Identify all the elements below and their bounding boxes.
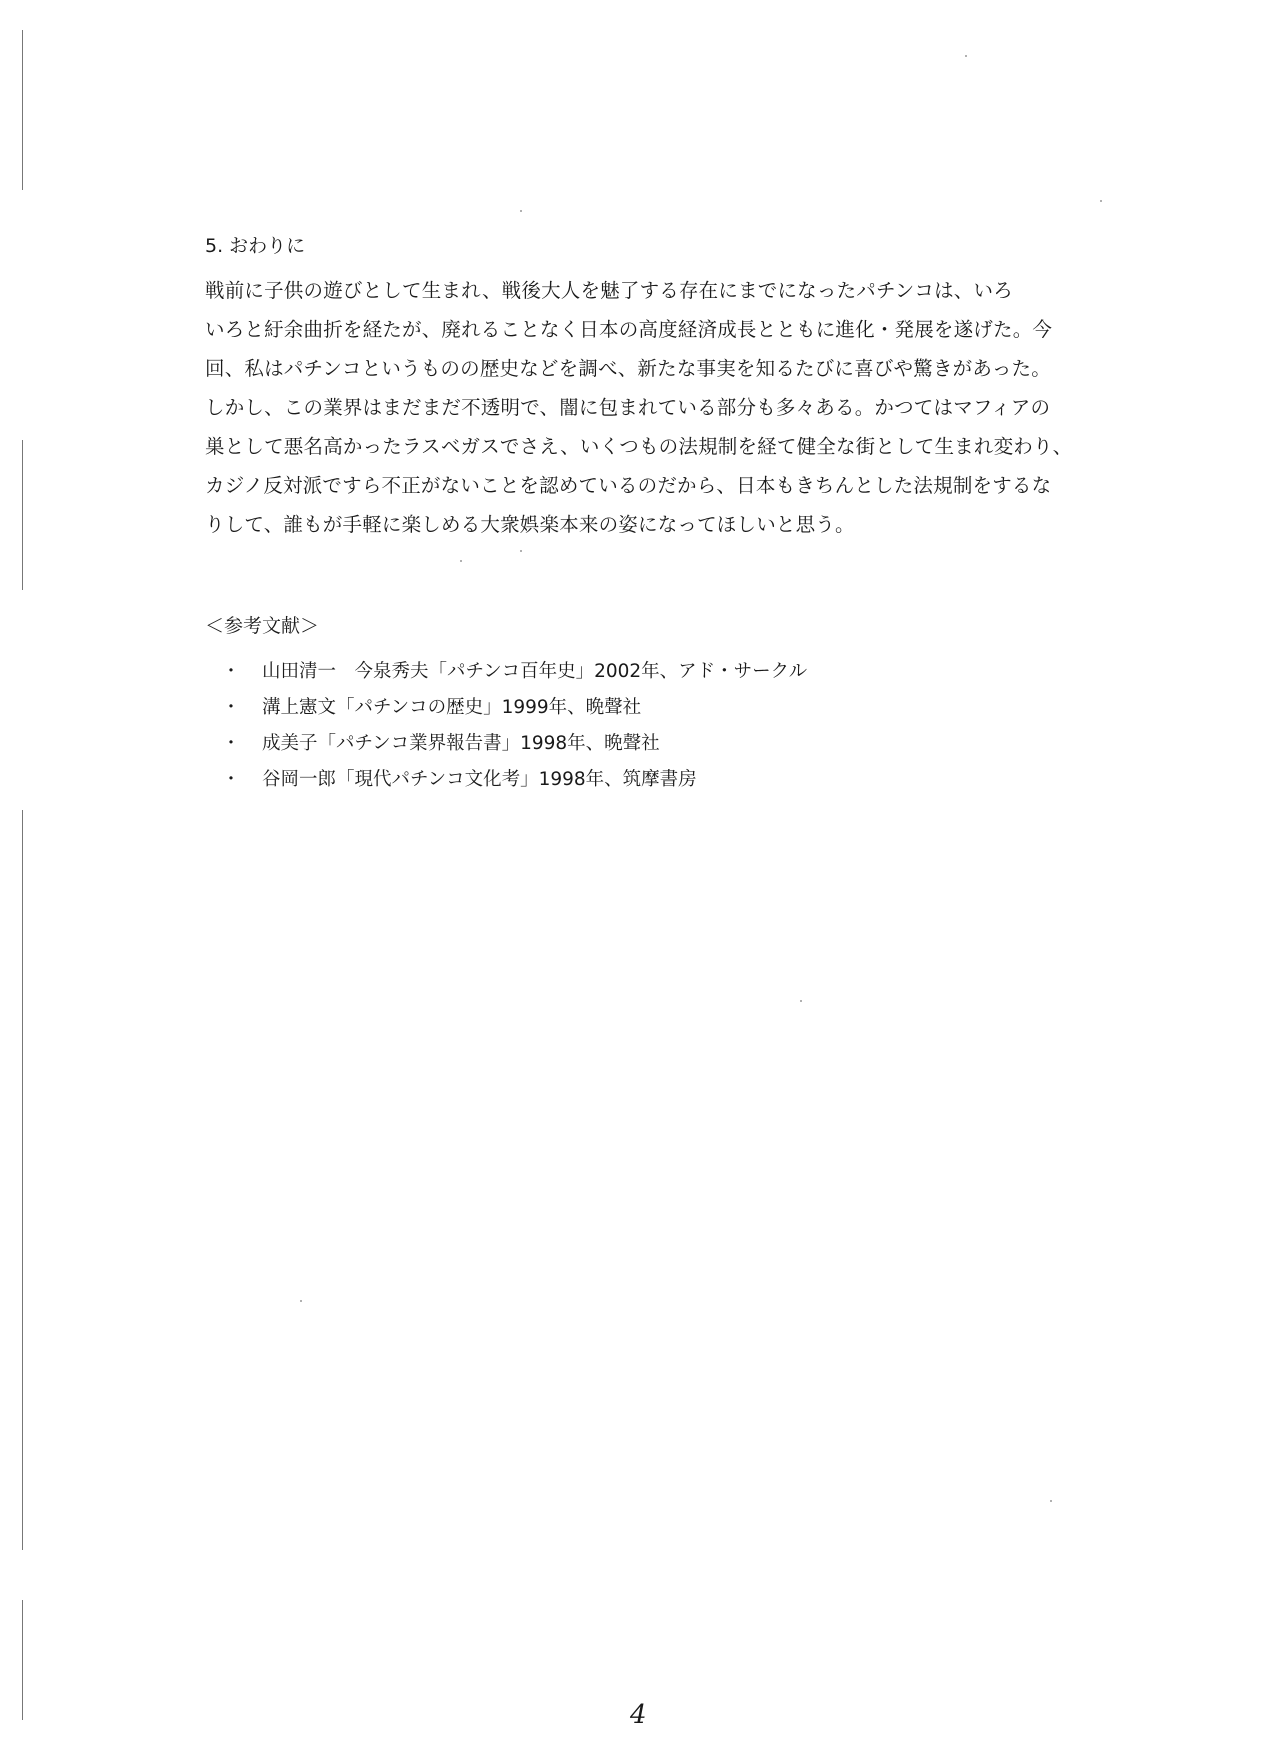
reference-text: 溝上憲文「パチンコの歴史」1999年、晩聲社 [262,697,642,718]
conclusion-paragraph [205,271,1105,544]
scan-speck [965,55,967,57]
paragraph-line: 巣として悪名高かったラスベガスでさえ、いくつもの法規制を経て健全な街として生まれ変わり、 [205,435,1073,458]
reference-item [222,688,807,724]
paragraph-line: しかし、この業界はまだまだ不透明で、闇に包まれている部分も多々ある。かつてはマフィアの [205,396,1051,419]
scan-edge-line [22,1600,23,1720]
scan-edge-line [22,810,23,1550]
reference-item [222,760,807,796]
scan-speck [300,1300,302,1302]
references-heading: ＜参考文献＞ [205,615,320,637]
paragraph-line: りして、誰もが手軽に楽しめる大衆娯楽本来の姿になってほしいと思う。 [205,513,855,536]
paragraph-line: 回、私はパチンコというものの歴史などを調べ、新たな事実を知るたびに喜びや驚きがあった。 [205,357,1051,380]
references-list [222,652,807,796]
bullet-icon: ・ [222,733,240,754]
page-number: 4 [630,1700,647,1730]
scan-speck [1050,1500,1052,1502]
bullet-icon: ・ [222,697,240,718]
paragraph-line: いろと紆余曲折を経たが、廃れることなく日本の高度経済成長とともに進化・発展を遂げた。今 [205,318,1053,341]
reference-item [222,724,807,760]
paragraph-line: カジノ反対派ですら不正がないことを認めているのだから、日本もきちんとした法規制をするな [205,474,1052,497]
bullet-icon: ・ [222,769,240,790]
scan-speck [800,1000,802,1002]
section-heading: 5. おわりに [205,235,306,257]
scan-edge-line [22,30,23,190]
scan-edge-line [22,440,23,590]
reference-text: 谷岡一郎「現代パチンコ文化考」1998年、筑摩書房 [262,769,697,790]
scan-speck [520,550,522,552]
scan-speck [520,210,522,212]
bullet-icon: ・ [222,661,240,682]
reference-text: 成美子「パチンコ業界報告書」1998年、晩聲社 [262,733,660,754]
scan-speck [460,560,462,562]
scan-speck [1100,200,1102,202]
reference-item [222,652,807,688]
paragraph-line: 戦前に子供の遊びとして生まれ、戦後大人を魅了する存在にまでになったパチンコは、いろ [205,279,1013,302]
reference-text: 山田清一 今泉秀夫「パチンコ百年史」2002年、アド・サークル [262,661,808,682]
